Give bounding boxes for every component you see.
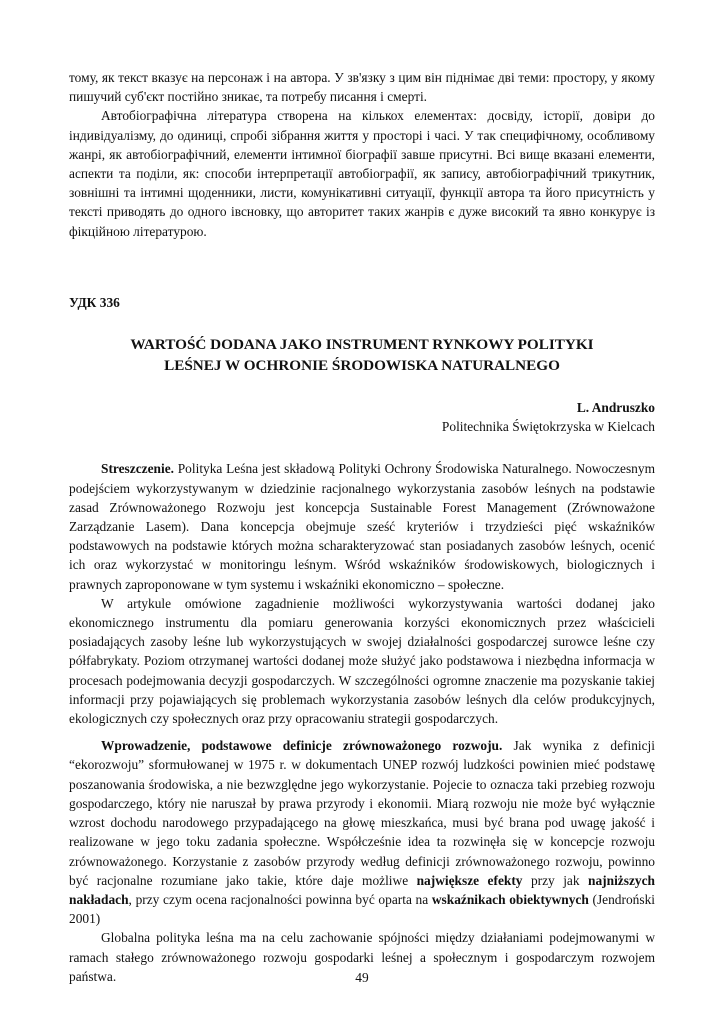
intro-paragraph: Wprowadzenie, podstawowe definicje zrównoważonego rozwoju. Jak wynika z definicji “ekorozwoju” sformułowanej w 1975 r. w dokumentach UNEP rozwój ludzkości powinien mieć podstawę poszanowania środowiska, a nie bezwzględne jego wykorzystanie. Pojecie to oznacza taki przebieg rozwoju gospodarczego, który nie naruszał by prawa przyrody i ekonomii. Miarą rozwoju nie może być wyłącznie wzrost dochodu narodowego przypadającego na głowę mieszkańca, musi być brana pod uwagę jakość i realizowane w jego toku zadania społeczne. Współcześnie idea ta rozwinęła się w koncepcje rozwoju zrównoważonego. Korzystanie z zasobów przyrody według definicji zrównoważonego rozwoju, powinno być racjonalne rozumiane jako takie, które daje możliwe największe efekty przy jak najniższych nakładach, przy czym ocena racjonalności powinna być oparta na wskaźnikach obiektywnych (Jendroński 2001) bbox=[69, 738, 655, 927]
page-number: 49 bbox=[355, 970, 369, 985]
paragraph-autobiography: Автобіографічна література створена на кількох елементах: досвіду, історії, довіри до індивідуалізму, до одиниці, спробі зібрання життя у просторі і часі. У так специфічному, особливому жанрі, як автобіографічний, елементи інтимної біографії завше присутні. Всі вище вказані елементи, аспекти та поділи, як: способи інтерпретації автобіографії, як запису, автобіографічний трикутник, зовнішні та інтимні щоденники, листи, комунікативні ситуації, функції автора та його присутність у тексті приводять до одного івсновку, що авторитет таких жанрів є дуже високий та явно конкурує із фікційною літературою. bbox=[69, 108, 655, 239]
intro-paragraph-2: Globalna polityka leśna ma na celu zachowanie spójności między działaniami podejmowanymi w ramach stałego zrównoważonego rozwoju gospodarki leśnej a społecznym i gospodarczym rozwojem państwa. bbox=[69, 930, 655, 984]
emphasis-lowest-costs: najniższych nakładach bbox=[69, 872, 655, 907]
author-name: L. Andruszko bbox=[576, 400, 655, 416]
abstract-paragraph bbox=[69, 459, 655, 593]
paragraph-continuation: тому, як текст вказує на персонаж і на автора. У зв'язку з цим він піднімає дві теми: простору, у якому пишучий суб'єкт постійно зникає, та потребу писання і смерті. bbox=[69, 70, 655, 105]
abstract-paragraph-2: W artykule omówione zagadnienie możliwości wykorzystywania wartości dodanej jako ekonomicznego instrumentu dla pomiaru generowania korzyści ekonomicznych przez właścicieli posiadających zasoby leśne lub wykorzystujących w swojej działalności gospodarczej surowce leśne czy półfabrykaty. Poziom otrzymanej wartości dodanej może służyć jako podstawowa i niezbędna informacja w procesach podejmowania decyzji gospodarczych. W szczególności ogromne znaczenie ma pozyskanie takiej informacji przy pojawiających się problemach wykorzystania zasobów leśnych dla celów produkcyjnych, ekologicznych czy społecznych oraz przy opracowaniu strategii gospodarczych. bbox=[69, 595, 655, 727]
emphasis-objective-indicators: wskaźnikach obiektywnych bbox=[431, 891, 589, 907]
title-line-2: LEŚNEJ W OCHRONIE ŚRODOWISKA NATURALNEGO bbox=[164, 357, 560, 375]
intro-heading: Wprowadzenie, podstawowe definicje zrównoważonego rozwoju. bbox=[101, 738, 503, 754]
abstract-label: Streszczenie. bbox=[101, 461, 174, 477]
title-line-1: WARTOŚĆ DODANA JAKO INSTRUMENT RYNKOWY POLITYKI bbox=[130, 336, 594, 354]
article-title bbox=[69, 334, 655, 376]
author-affiliation: Politechnika Świętokrzyska w Kielcach bbox=[441, 419, 655, 435]
emphasis-largest-effects: największe efekty bbox=[416, 872, 523, 888]
udk-code: УДК 336 bbox=[69, 294, 120, 310]
abstract-text: Polityka Leśna jest składową Polityki Ochrony Środowiska Naturalnego. Nowoczesnym podejściem wykorzystywanym w dziedzinie racjonalnego wykorzystania zasobów leśnych na podstawie zasad Zrównoważonego Rozwoju jest koncepcja Sustainable Forest Management (Zrównoważone Zarządzanie Lasem). Dana koncepcja obejmuje sześć kryteriów i trzydzieści pięć wskaźników podstawowych na podstawie których można scharakteryzować stan posiadanych zasobów leśnych, ocenić ich oraz wykorzystać w monitoringu leśnym. Wśród wskaźników środowiskowych, biologicznych i prawnych zaproponowane w tym systemu i wskaźniki ekonomiczno – społeczne. bbox=[69, 461, 655, 592]
